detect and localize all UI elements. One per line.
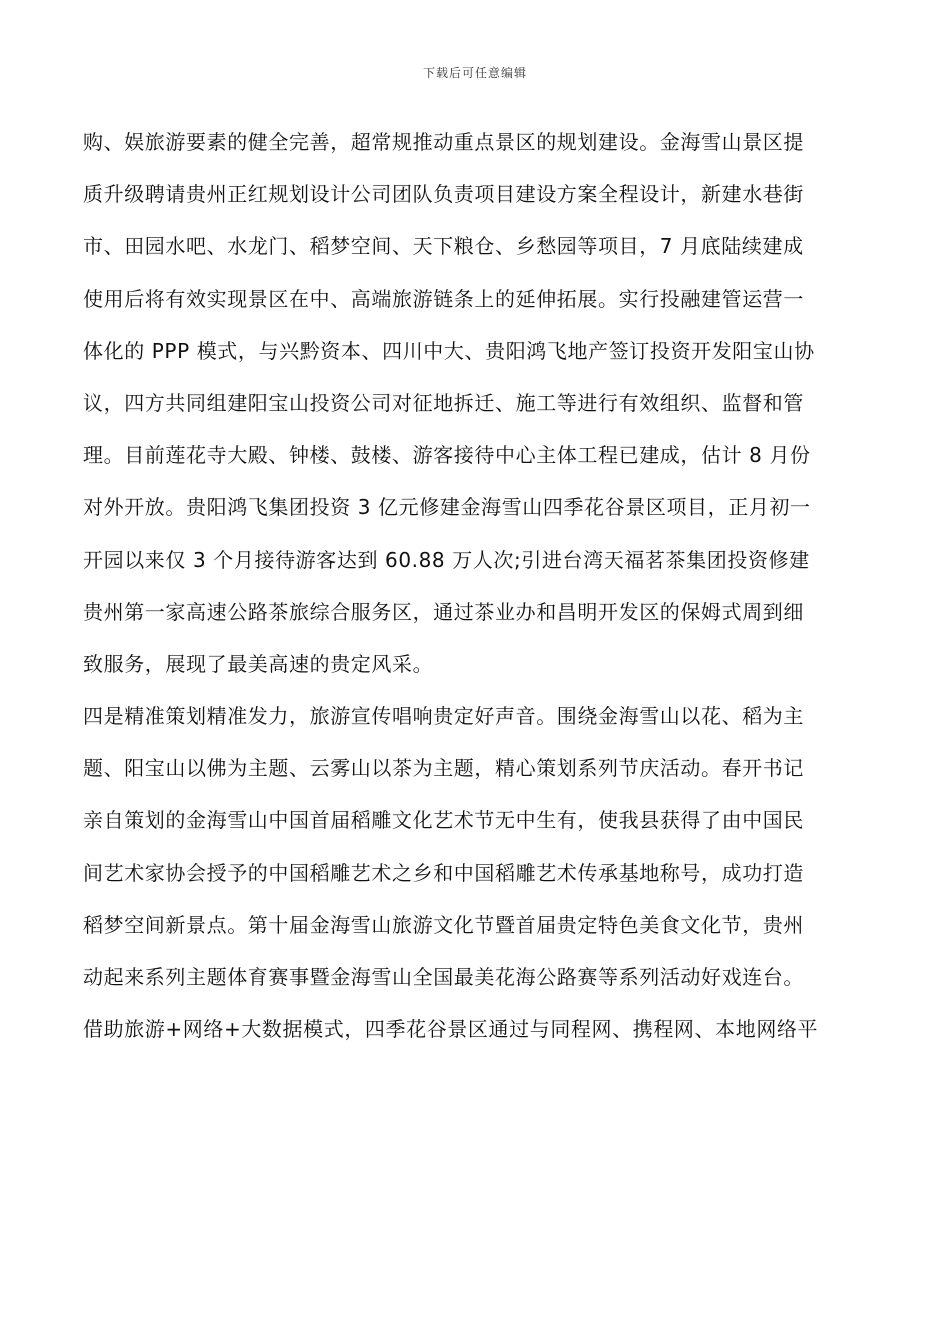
text-line: 对外开放。贵阳鸿飞集团投资 3 亿元修建金海雪山四季花谷景区项目，正月初一: [83, 495, 811, 520]
document-body: [83, 116, 873, 1055]
text-line: 质升级聘请贵州正红规划设计公司团队负责项目建设方案全程设计，新建水巷街: [83, 182, 804, 207]
text-line: 体化的 PPP 模式，与兴黔资本、四川中大、贵阳鸿飞地产签订投资开发阳宝山协: [83, 338, 815, 363]
text-line: 间艺术家协会授予的中国稻雕艺术之乡和中国稻雕艺术传承基地称号，成功打造: [83, 860, 804, 885]
text-line: 借助旅游+网络+大数据模式，四季花谷景区通过与同程网、携程网、本地网络平: [83, 1017, 819, 1042]
paragraph-1: [83, 116, 873, 690]
page-header: 下载后可任意编辑: [422, 66, 527, 80]
text-line: 四是精准策划精准发力，旅游宣传唱响贵定好声音。围绕金海雪山以花、稻为主: [83, 704, 804, 729]
text-line: 稻梦空间新景点。第十届金海雪山旅游文化节暨首届贵定特色美食文化节，贵州: [83, 912, 804, 937]
text-line: 购、娱旅游要素的健全完善，超常规推动重点景区的规划建设。金海雪山景区提: [83, 130, 804, 154]
text-line: 致服务，展现了最美高速的贵定风采。: [83, 651, 434, 676]
text-line: 题、阳宝山以佛为主题、云雾山以茶为主题，精心策划系列节庆活动。春开书记: [83, 756, 804, 781]
text-line: 亲自策划的金海雪山中国首届稻雕文化艺术节无中生有，使我县获得了由中国民: [83, 808, 804, 833]
text-line: 理。目前莲花寺大殿、钟楼、鼓楼、游客接待中心主体工程已建成，估计 8 月份: [83, 443, 811, 468]
text-line: 动起来系列主题体育赛事暨金海雪山全国最美花海公路赛等系列活动好戏连台。: [83, 965, 804, 989]
text-line: 议，四方共同组建阳宝山投资公司对征地拆迁、施工等进行有效组织、监督和管: [83, 390, 804, 415]
text-line: 开园以来仅 3 个月接待游客达到 60.88 万人次;引进台湾天福茗茶集团投资修建: [83, 547, 810, 572]
text-line: 使用后将有效实现景区在中、高端旅游链条上的延伸拓展。实行投融建管运营一: [83, 286, 804, 311]
text-line: 市、田园水吧、水龙门、稻梦空间、天下粮仓、乡愁园等项目，7 月底陆续建成: [83, 234, 804, 259]
text-line: 贵州第一家高速公路茶旅综合服务区，通过茶业办和昌明开发区的保姆式周到细: [83, 599, 804, 624]
paragraph-2: [83, 690, 873, 1055]
